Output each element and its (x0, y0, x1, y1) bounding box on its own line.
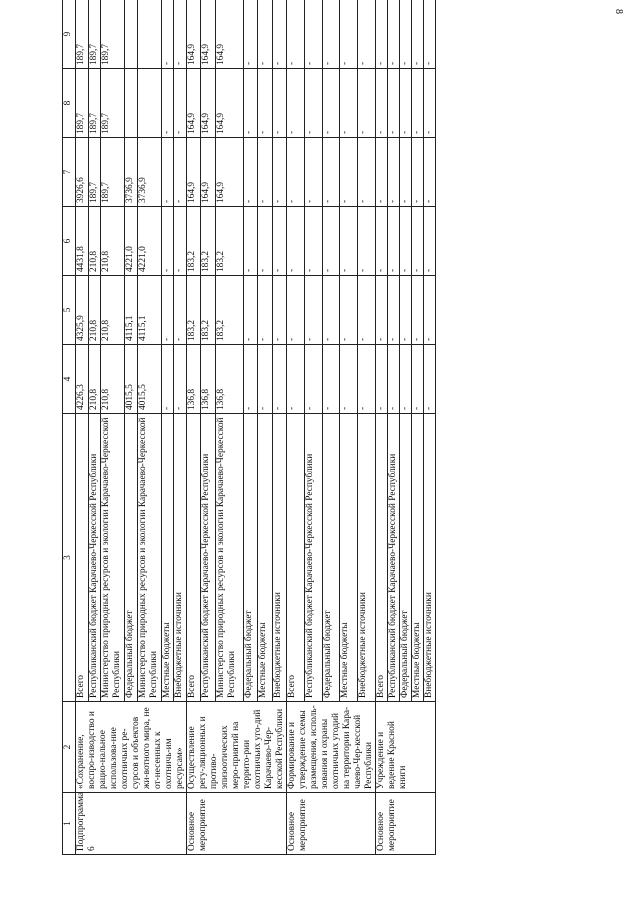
value-cell: - (412, 345, 424, 414)
value-cell: 164,9 (201, 69, 215, 138)
value-cell: - (272, 0, 286, 69)
value-cell: 136,8 (215, 345, 243, 414)
column-number-cell: 7 (63, 138, 76, 207)
value-cell: - (243, 0, 257, 69)
program-type-cell: Подпрограмма 6 (76, 793, 187, 855)
column-number-cell: 2 (63, 702, 76, 793)
funding-source-cell: Внебюджетные источники (424, 414, 436, 702)
value-cell (125, 69, 138, 138)
value-cell: - (400, 138, 412, 207)
value-cell: - (340, 207, 358, 276)
value-cell: - (161, 345, 174, 414)
value-cell: - (258, 0, 272, 69)
value-cell: - (161, 138, 174, 207)
value-cell: - (424, 69, 436, 138)
funding-source-cell: Федеральный бюджет (322, 414, 340, 702)
value-cell: - (358, 276, 376, 345)
column-number-cell: 3 (63, 414, 76, 702)
value-cell: - (322, 345, 340, 414)
page-number: 8 (613, 9, 624, 14)
funding-source-cell: Внебюджетные источники (272, 414, 286, 702)
value-cell: - (376, 138, 388, 207)
value-cell: 164,9 (215, 138, 243, 207)
value-cell: 189,7 (101, 0, 125, 69)
value-cell: 164,9 (187, 138, 201, 207)
value-cell: 164,9 (215, 0, 243, 69)
value-cell: - (272, 138, 286, 207)
value-cell: 4221,0 (125, 207, 138, 276)
value-cell: - (322, 0, 340, 69)
value-cell: - (287, 345, 305, 414)
value-cell: - (304, 345, 322, 414)
value-cell: - (322, 69, 340, 138)
value-cell: - (174, 345, 187, 414)
value-cell: 4221,0 (137, 207, 161, 276)
program-title-cell: Формирование и утверждение схемы размещения, исполь-зования и охраны охотничьих угодий на территории Кара-чаево-Чер-кесской Республики (287, 702, 376, 793)
value-cell: - (287, 138, 305, 207)
value-cell: 183,2 (215, 276, 243, 345)
value-cell: - (243, 69, 257, 138)
funding-source-cell: Республиканский бюджет Карачаево-Черкесской Республики (201, 414, 215, 702)
column-number-cell: 6 (63, 207, 76, 276)
value-cell: - (322, 138, 340, 207)
value-cell: - (272, 276, 286, 345)
value-cell: 183,2 (215, 207, 243, 276)
value-cell: - (174, 69, 187, 138)
value-cell: 136,8 (187, 345, 201, 414)
value-cell: - (340, 138, 358, 207)
value-cell: - (161, 0, 174, 69)
value-cell: - (258, 69, 272, 138)
value-cell: 164,9 (201, 0, 215, 69)
table-body (76, 0, 436, 855)
value-cell: - (412, 69, 424, 138)
budget-table (62, 0, 436, 855)
value-cell: - (412, 207, 424, 276)
value-cell: - (412, 276, 424, 345)
funding-source-cell: Республиканский бюджет Карачаево-Черкесской Республики (388, 414, 400, 702)
value-cell: 4015,5 (137, 345, 161, 414)
value-cell: 4431,8 (76, 207, 89, 276)
value-cell: - (388, 0, 400, 69)
column-number-cell: 8 (63, 69, 76, 138)
value-cell: 3736,9 (125, 138, 138, 207)
value-cell: - (388, 276, 400, 345)
value-cell: - (388, 207, 400, 276)
value-cell: - (174, 207, 187, 276)
value-cell: 210,8 (101, 345, 125, 414)
value-cell: - (340, 69, 358, 138)
column-number-cell: 4 (63, 345, 76, 414)
value-cell: - (258, 138, 272, 207)
value-cell: 210,8 (88, 345, 101, 414)
program-type-cell: Основное мероприятие (187, 793, 287, 855)
table-row (76, 0, 89, 855)
value-cell: 189,7 (88, 138, 101, 207)
value-cell: - (424, 138, 436, 207)
value-cell: 4115,1 (137, 276, 161, 345)
value-cell: 189,7 (88, 69, 101, 138)
rotated-page-content (62, 0, 612, 855)
value-cell: - (358, 138, 376, 207)
value-cell: - (272, 69, 286, 138)
program-title-cell: Учреждение и ведение Красной книги (376, 702, 436, 793)
value-cell: - (243, 345, 257, 414)
funding-source-cell: Министерство природных ресурсов и экологии Карачаево-Черкесской Республики (215, 414, 243, 702)
funding-source-cell: Местные бюджеты (161, 414, 174, 702)
value-cell: 164,9 (215, 69, 243, 138)
value-cell: 183,2 (201, 276, 215, 345)
value-cell: 4226,3 (76, 345, 89, 414)
value-cell: 210,8 (88, 207, 101, 276)
funding-source-cell: Всего (376, 414, 388, 702)
value-cell: - (304, 0, 322, 69)
value-cell: - (161, 69, 174, 138)
program-title-cell: Осуществление регу-ляционных и противо-эпизоотических меро-приятий на террито-рии охотничьих уго-дий Карачаево-Чер-кесской Республики (187, 702, 287, 793)
value-cell: - (388, 138, 400, 207)
value-cell: 4115,1 (125, 276, 138, 345)
value-cell: 189,7 (101, 69, 125, 138)
value-cell: - (174, 0, 187, 69)
value-cell: - (400, 207, 412, 276)
value-cell: - (376, 0, 388, 69)
value-cell: - (287, 207, 305, 276)
value-cell: 189,7 (101, 138, 125, 207)
value-cell: - (358, 0, 376, 69)
value-cell: - (161, 276, 174, 345)
value-cell: - (358, 345, 376, 414)
value-cell: - (304, 138, 322, 207)
funding-source-cell: Министерство природных ресурсов и экологии Карачаево-Черкесской Республики (137, 414, 161, 702)
value-cell: - (424, 207, 436, 276)
program-title-cell: «Сохранение, воспро-изводство и рацио-нальное использова-ние охотничьих ре-сурсов и объектов жи-вотного мира, не от-несенных к охотничь-им ресурсам» (76, 702, 187, 793)
value-cell: - (304, 69, 322, 138)
value-cell: - (161, 207, 174, 276)
value-cell: - (340, 345, 358, 414)
program-type-cell: Основное мероприятие (376, 793, 436, 855)
funding-source-cell: Местные бюджеты (412, 414, 424, 702)
value-cell: - (376, 276, 388, 345)
funding-source-cell: Всего (287, 414, 305, 702)
value-cell: - (174, 276, 187, 345)
funding-source-cell: Внебюджетные источники (358, 414, 376, 702)
value-cell: - (424, 0, 436, 69)
value-cell: 4325,9 (76, 276, 89, 345)
value-cell: - (412, 0, 424, 69)
value-cell: - (412, 138, 424, 207)
funding-source-cell: Федеральный бюджет (125, 414, 138, 702)
value-cell: - (376, 345, 388, 414)
funding-source-cell: Федеральный бюджет (400, 414, 412, 702)
table-row (376, 0, 388, 855)
value-cell: - (400, 69, 412, 138)
value-cell: 3926,6 (76, 138, 89, 207)
funding-source-cell: Внебюджетные источники (174, 414, 187, 702)
value-cell: - (400, 276, 412, 345)
value-cell: 210,8 (101, 276, 125, 345)
value-cell: - (424, 345, 436, 414)
funding-source-cell: Федеральный бюджет (243, 414, 257, 702)
value-cell: - (322, 276, 340, 345)
funding-source-cell: Республиканский бюджет Карачаево-Черкесской Республики (304, 414, 322, 702)
value-cell: 3736,9 (137, 138, 161, 207)
value-cell: 210,8 (101, 207, 125, 276)
value-cell: - (340, 276, 358, 345)
value-cell: - (376, 207, 388, 276)
value-cell: - (358, 207, 376, 276)
value-cell: - (287, 276, 305, 345)
value-cell: - (340, 0, 358, 69)
value-cell: - (358, 69, 376, 138)
table-row (187, 0, 201, 855)
value-cell: - (243, 207, 257, 276)
funding-source-cell: Республиканский бюджет Карачаево-Черкесской Республики (88, 414, 101, 702)
value-cell: - (388, 345, 400, 414)
value-cell: - (400, 345, 412, 414)
value-cell: - (258, 345, 272, 414)
value-cell: - (304, 207, 322, 276)
value-cell: 4015,5 (125, 345, 138, 414)
program-type-cell: Основное мероприятие (287, 793, 376, 855)
column-number-cell: 9 (63, 0, 76, 69)
value-cell (137, 0, 161, 69)
value-cell: - (174, 138, 187, 207)
value-cell: 189,7 (88, 0, 101, 69)
value-cell: - (258, 207, 272, 276)
funding-source-cell: Всего (187, 414, 201, 702)
value-cell: - (243, 138, 257, 207)
value-cell: - (400, 0, 412, 69)
column-number-row (63, 0, 76, 855)
value-cell: - (424, 276, 436, 345)
value-cell: 189,7 (76, 69, 89, 138)
value-cell: - (243, 276, 257, 345)
value-cell: - (272, 207, 286, 276)
value-cell: - (258, 276, 272, 345)
value-cell: 164,9 (201, 138, 215, 207)
value-cell: 136,8 (201, 345, 215, 414)
funding-source-cell: Местные бюджеты (340, 414, 358, 702)
value-cell (137, 69, 161, 138)
value-cell: 183,2 (201, 207, 215, 276)
value-cell: - (388, 69, 400, 138)
value-cell: - (322, 207, 340, 276)
value-cell: 164,9 (187, 0, 201, 69)
funding-source-cell: Всего (76, 414, 89, 702)
value-cell: - (376, 69, 388, 138)
value-cell: - (272, 345, 286, 414)
value-cell: - (304, 276, 322, 345)
value-cell: 183,2 (187, 276, 201, 345)
value-cell: 189,7 (76, 0, 89, 69)
value-cell (125, 0, 138, 69)
value-cell: 210,8 (88, 276, 101, 345)
funding-source-cell: Местные бюджеты (258, 414, 272, 702)
value-cell: - (287, 69, 305, 138)
value-cell: 183,2 (187, 207, 201, 276)
value-cell: - (287, 0, 305, 69)
column-number-cell: 1 (63, 793, 76, 855)
column-number-cell: 5 (63, 276, 76, 345)
table-row (287, 0, 305, 855)
value-cell: 164,9 (187, 69, 201, 138)
funding-source-cell: Министерство природных ресурсов и экологии Карачаево-Черкесской Республики (101, 414, 125, 702)
